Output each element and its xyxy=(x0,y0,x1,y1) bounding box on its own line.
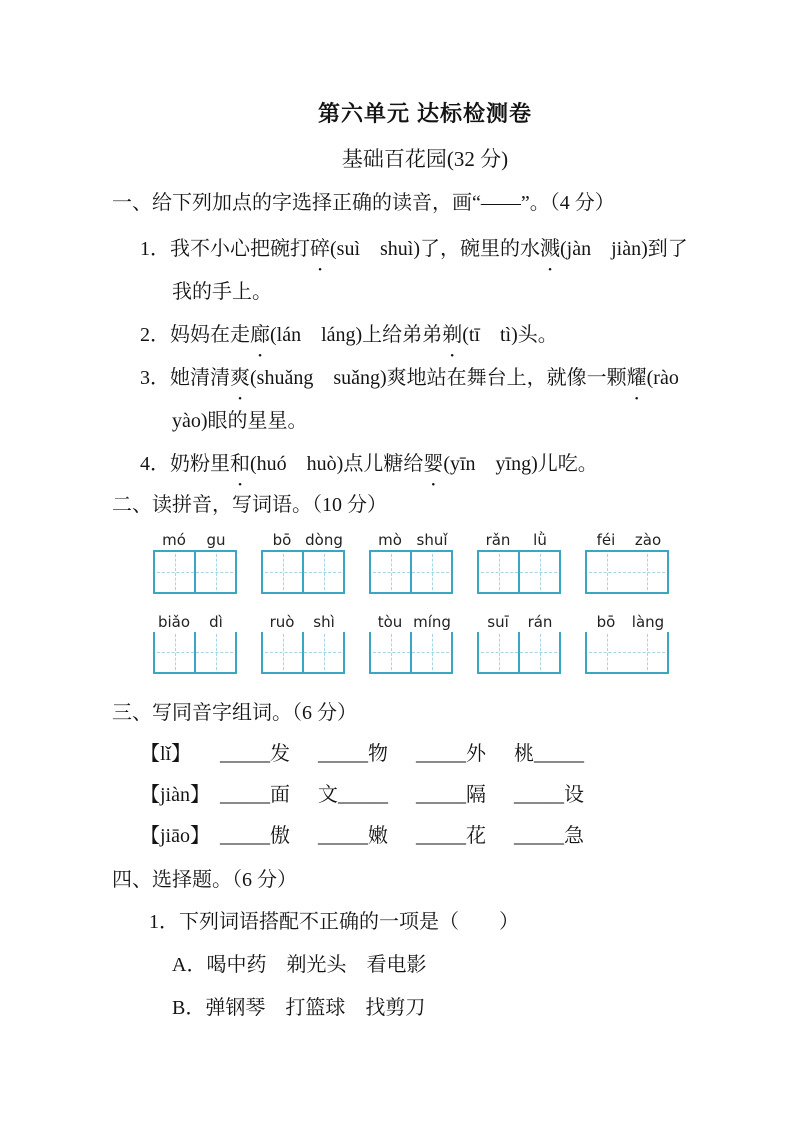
writing-grid xyxy=(369,632,453,674)
writing-grid xyxy=(369,550,453,594)
section3-rows xyxy=(112,734,738,857)
writing-grid-cell xyxy=(263,552,302,592)
question-item-3-line-1 xyxy=(140,357,738,400)
word-group xyxy=(477,610,561,674)
blank-item: 桃_____ xyxy=(514,743,584,765)
writing-grid xyxy=(261,632,345,674)
word-group xyxy=(369,528,453,594)
writing-grid-cell xyxy=(587,552,627,592)
pinyin-label: bō làng xyxy=(596,613,665,631)
blank-item: _____花 xyxy=(416,825,486,847)
page-title: 第六单元 达标检测卷 xyxy=(317,101,533,126)
writing-grid xyxy=(477,550,561,594)
writing-grid-cell xyxy=(302,552,343,592)
item-number: 1． xyxy=(140,238,170,260)
writing-grid-cell xyxy=(587,632,627,672)
section1-items xyxy=(112,228,738,486)
homophone-row-jiao xyxy=(140,816,738,857)
writing-grid-cell xyxy=(518,632,559,672)
item-number: 4． xyxy=(140,453,170,475)
blank-item: _____物 xyxy=(318,743,388,765)
writing-grid-cell xyxy=(627,552,667,592)
item-text: 她清清爽(shuǎng suǎng)爽地站在舞台上，就像一颗耀(rào xyxy=(170,367,679,389)
question-item-2 xyxy=(140,314,738,357)
writing-grid-cell xyxy=(194,632,235,672)
blank-item: _____嫩 xyxy=(318,825,388,847)
section4-heading: 四、选择题。（6 分） xyxy=(112,869,297,891)
writing-grid-cell xyxy=(263,632,302,672)
writing-grid-cell xyxy=(479,552,518,592)
pinyin-label: suī rán xyxy=(487,613,553,631)
writing-grid-cell xyxy=(627,632,667,672)
writing-grid-cell xyxy=(155,632,194,672)
pinyin-label: mó gu xyxy=(162,531,226,549)
item-text: yào)眼的星星。 xyxy=(172,410,308,432)
word-group xyxy=(153,528,237,594)
pinyin-label: ruò shì xyxy=(269,613,335,631)
writing-grid-cell xyxy=(371,552,410,592)
writing-grid-cell xyxy=(410,632,451,672)
item-text: 我的手上。 xyxy=(172,281,272,303)
pinyin-label: mò shuǐ xyxy=(378,531,448,549)
pinyin-grid-row-2 xyxy=(153,610,738,674)
writing-grid xyxy=(153,550,237,594)
homophone-label: 【jiàn】 xyxy=(140,784,210,806)
homophone-label: 【lǐ】 xyxy=(140,743,192,765)
section1-heading: 一、给下列加点的字选择正确的读音，画“——”。（4 分） xyxy=(112,192,615,214)
writing-grid xyxy=(153,632,237,674)
writing-grid xyxy=(261,550,345,594)
pinyin-label: tòu míng xyxy=(377,613,451,631)
homophone-label: 【jiāo】 xyxy=(140,825,210,847)
writing-grid xyxy=(585,632,669,674)
item-number: 2． xyxy=(140,324,170,346)
word-group xyxy=(477,528,561,594)
word-group xyxy=(585,528,669,594)
question-item-3-line-2 xyxy=(172,400,738,443)
writing-grid-cell xyxy=(155,552,194,592)
section3-heading: 三、写同音字组词。（6 分） xyxy=(112,702,357,724)
blank-item: _____发 xyxy=(220,743,290,765)
pinyin-label: biǎo dì xyxy=(157,613,223,631)
blank-item: 文_____ xyxy=(318,784,388,806)
blank-item: _____外 xyxy=(416,743,486,765)
blank-item: _____面 xyxy=(220,784,290,806)
word-group xyxy=(153,610,237,674)
question-item-4 xyxy=(140,443,738,486)
writing-grid-cell xyxy=(518,552,559,592)
item-text: 妈妈在走廊(lán láng)上给弟弟剃(tī tì)头。 xyxy=(170,324,558,346)
blank-item: _____设 xyxy=(514,784,584,806)
choice-option-b: B．弹钢琴 打篮球 找剪刀 xyxy=(172,997,426,1019)
choice-question-1: 1．下列词语搭配不正确的一项是（ ） xyxy=(149,911,519,933)
section2-heading: 二、读拼音，写词语。（10 分） xyxy=(112,494,387,516)
pinyin-grid-row-1 xyxy=(153,528,738,594)
pinyin-label: féi zào xyxy=(596,531,662,549)
word-group xyxy=(261,610,345,674)
blank-item: _____隔 xyxy=(416,784,486,806)
word-group xyxy=(369,610,453,674)
writing-grid-cell xyxy=(371,632,410,672)
item-text: 我不小心把碗打碎(suì shuì)了，碗里的水溅(jàn jiàn)到了 xyxy=(170,238,688,260)
blank-item: _____急 xyxy=(514,825,584,847)
writing-grid-cell xyxy=(479,632,518,672)
choice-option-a: A．喝中药 剃光头 看电影 xyxy=(172,954,427,976)
item-number: 3． xyxy=(140,367,170,389)
paper-section-banner: 基础百花园(32 分) xyxy=(341,147,509,171)
writing-grid xyxy=(585,550,669,594)
blank-item: _____傲 xyxy=(220,825,290,847)
question-item-1-line-2 xyxy=(172,271,738,314)
writing-grid-cell xyxy=(194,552,235,592)
question-item-1-line-1 xyxy=(140,228,738,271)
homophone-row-jian xyxy=(140,775,738,816)
writing-grid-cell xyxy=(302,632,343,672)
pinyin-label: bō dòng xyxy=(272,531,343,549)
item-text: 奶粉里和(huó huò)点儿糖给婴(yīn yīng)儿吃。 xyxy=(170,453,598,475)
homophone-row-li xyxy=(140,734,738,775)
writing-grid-cell xyxy=(410,552,451,592)
writing-grid xyxy=(477,632,561,674)
pinyin-label: rǎn lǜ xyxy=(485,531,547,549)
word-group xyxy=(261,528,345,594)
word-group xyxy=(585,610,669,674)
